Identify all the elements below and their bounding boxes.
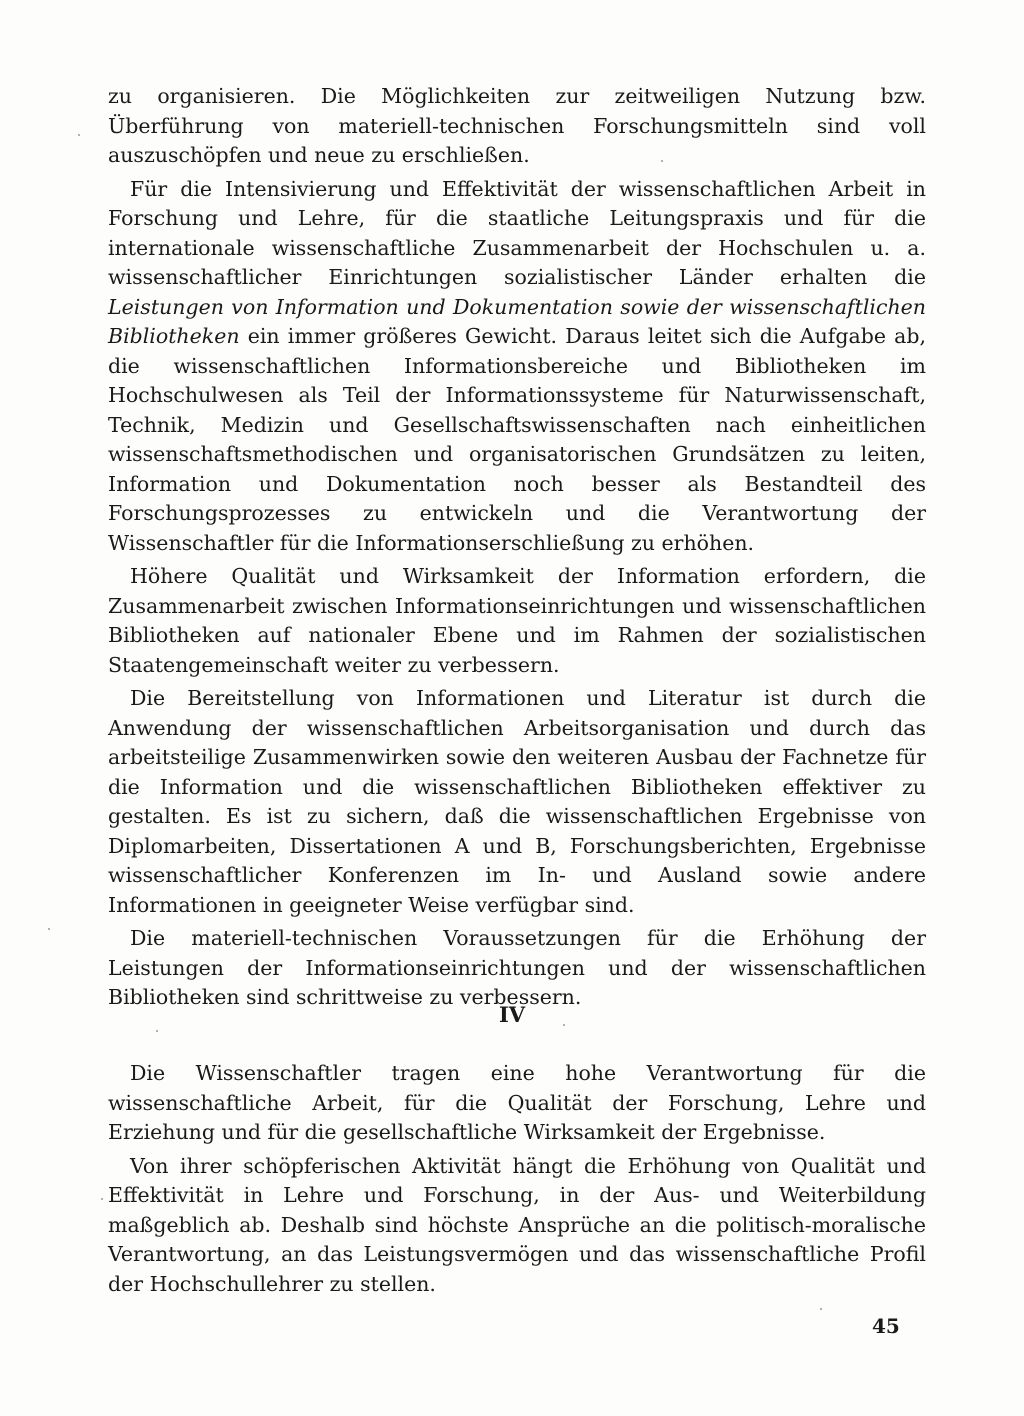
scan-speck — [48, 928, 50, 930]
paragraph-6: Die Wissenschaftler tragen eine hohe Verantwortung für die wissenschaftliche Arbeit, für die Qualität der Forschung, Lehre und Erziehung und für die gesellschaftliche Wirksamkeit der Ergebnisse. — [108, 1061, 926, 1144]
page-number: 45 — [872, 1314, 900, 1338]
paragraph-1: zu organisieren. Die Möglichkeiten zur zeitweiligen Nutzung bzw. Überführung von materiell-technischen Forschungsmitteln sind voll auszuschöpfen und neue zu erschließen. — [108, 84, 926, 167]
section-heading: IV — [498, 1002, 526, 1027]
paragraph-5: Die materiell-technischen Voraussetzungen für die Erhöhung der Leistungen der Informationseinrichtungen und der wissenschaftlichen Bibliotheken sind schrittweise zu verbessern. — [108, 926, 926, 1009]
scan-speck — [661, 160, 663, 162]
scan-speck — [563, 1024, 565, 1026]
scan-speck — [820, 1308, 822, 1310]
paragraph-7: Von ihrer schöpferischen Aktivität hängt die Erhöhung von Qualität und Effektivität in Lehre und Forschung, in der Aus- und Weiterbildung maßgeblich ab. Deshalb sind höchste Ansprüche an die politisch-moralische Verantwortung, an das Leistungsvermögen und das wissenschaftliche Profil der Hochschullehrer zu stellen. — [108, 1153, 926, 1296]
paragraph-3: Höhere Qualität und Wirksamkeit der Information erfordern, die Zusammenarbeit zwischen Informationseinrichtungen und wissenschaftlichen Bibliotheken auf nationaler Ebene und im Rahmen der sozialistischen Staatengemeinschaft weiter zu verbessern. — [108, 564, 926, 677]
paragraph-2 — [108, 175, 926, 559]
body-text-part-2 — [108, 1059, 926, 1299]
scan-speck — [101, 1198, 103, 1200]
paragraph-4: Die Bereitstellung von Informationen und Literatur ist durch die Anwendung der wissenschaftlichen Arbeitsorganisation und durch das arbeitsteilige Zusammenwirken sowie den weiteren Ausbau der Fachnetze für die Information und die wissenschaftlichen Bibliotheken effektiver zu gestalten. Es ist zu sichern, daß die wissenschaftlichen Ergebnisse von Diplomarbeiten, Dissertationen A und B, Forschungsberichten, Ergebnisse wissenschaftlicher Konferenzen im In- und Ausland sowie andere Informationen in geeigneter Weise verfügbar sind. — [108, 686, 926, 917]
scan-speck — [156, 1030, 158, 1032]
scan-speck — [78, 134, 80, 136]
paragraph-2-text-start: Für die Intensivierung und Effektivität der wissenschaftlichen Arbeit in Forschung und Lehre, für die staatliche Leitungspraxis und für die internationale wissenschaftliche Zusammenarbeit der Hochschulen u. a. wissenschaftlicher Einrichtungen sozialistischer Länder erhalten die — [108, 176, 926, 289]
paragraph-2-emphasis: Leistungen von Information und Dokumentation sowie der wissenschaftlichen Bibliotheken — [108, 294, 926, 348]
paragraph-2-text-end: ein immer größeres Gewicht. Daraus leitet sich die Aufgabe ab, die wissenschaftlichen Informationsbereiche und Bibliotheken im Hochschulwesen als Teil der Informationssysteme für Naturwissenschaft, Technik, Medizin und Gesellschaftswissenschaften nach einheitlichen wissenschaftsmethodischen und organisatorischen Grundsätzen zu leiten, Information und Dokumentation noch besser als Bestandteil des Forschungsprozesses zu entwickeln und die Verantwortung der Wissenschaftler für die Informationserschließung zu erhöhen. — [108, 324, 926, 555]
body-text-part-1 — [108, 82, 926, 1013]
